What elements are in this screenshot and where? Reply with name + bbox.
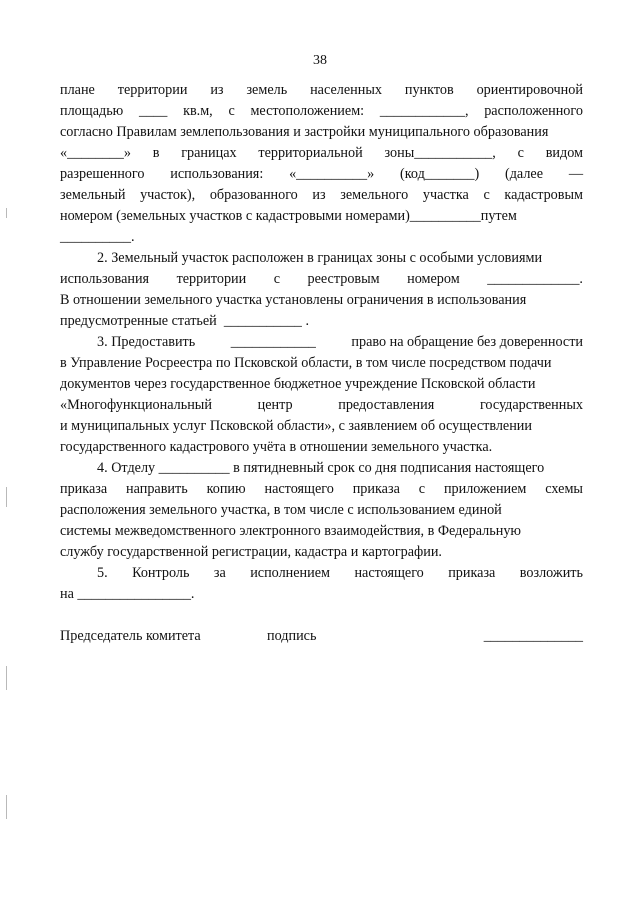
text-line <box>60 437 583 458</box>
text-word: схемы <box>545 481 583 497</box>
text-line <box>60 521 583 542</box>
text-word: земельного <box>340 187 409 203</box>
text-word: направить <box>126 481 188 497</box>
text-word: номером <box>407 271 460 287</box>
text-word: приказа <box>448 565 496 581</box>
text-line <box>60 206 583 227</box>
text-word: центр <box>257 397 293 413</box>
text-word: видом <box>545 145 583 161</box>
text-line <box>60 122 583 143</box>
text-word: копию <box>206 481 246 497</box>
text-word: плане <box>60 82 95 98</box>
text-line <box>60 584 583 605</box>
text-line <box>60 500 583 521</box>
text-line <box>60 416 583 437</box>
text-word: с <box>483 187 490 203</box>
text-word: государственных <box>479 397 583 413</box>
text-word: согласно Правилам землепользования и застройки муниципального образования <box>60 124 549 140</box>
text-line <box>60 395 583 416</box>
text-word: «__________» <box>289 166 375 182</box>
text-line <box>60 143 583 164</box>
text-word: 4. Отделу __________ в пятидневный срок со дня подписания настоящего <box>97 460 545 476</box>
text-word: — <box>568 166 583 182</box>
text-word: разрешенного <box>60 166 145 182</box>
text-word: приказа <box>352 481 400 497</box>
text-word: возложить <box>519 565 583 581</box>
text-word: приказа <box>60 481 108 497</box>
text-word: населенных <box>310 82 382 98</box>
text-word: на ________________. <box>60 586 195 602</box>
text-word: «________» <box>60 145 131 161</box>
text-word: границах <box>181 145 237 161</box>
signature-block <box>60 626 583 647</box>
page-number: 38 <box>313 53 327 68</box>
signature-label: подпись <box>267 628 317 644</box>
text-word: пунктов <box>404 82 454 98</box>
text-word: 3. Предоставить <box>97 334 196 350</box>
text-word: предоставления <box>338 397 435 413</box>
text-word: приложением <box>443 481 527 497</box>
text-word: 2. Земельный участок расположен в границах зоны с особыми условиями <box>97 250 543 266</box>
text-word: земель <box>246 82 288 98</box>
text-line <box>60 185 583 206</box>
text-line <box>60 479 583 500</box>
text-word: и муниципальных услуг Псковской области», с заявлением об осуществлении <box>60 418 532 434</box>
text-line <box>60 248 583 269</box>
text-word: ____________ <box>230 334 316 350</box>
text-word: _____________. <box>487 271 583 287</box>
text-word: из <box>312 187 326 203</box>
scan-edge-mark <box>6 487 7 507</box>
scan-edge-mark <box>6 795 7 819</box>
text-word: ____ <box>138 103 168 119</box>
scan-edge-mark <box>6 666 7 690</box>
text-word: настоящего <box>264 481 334 497</box>
text-word: территории <box>117 82 188 98</box>
text-word: предусмотренные статьей ___________ . <box>60 313 309 329</box>
text-line <box>60 269 583 290</box>
text-line <box>60 542 583 563</box>
text-word: (далее <box>504 166 544 182</box>
text-word: использования <box>60 271 150 287</box>
text-word: кв.м, <box>183 103 213 119</box>
text-word: в Управление Росреестра по Псковской области, в том числе посредством подачи <box>60 355 552 371</box>
text-line <box>60 353 583 374</box>
text-word: за <box>213 565 226 581</box>
text-word: системы межведомственного электронного взаимодействия, в Федеральную <box>60 523 522 539</box>
text-line <box>60 563 583 584</box>
text-word: Контроль <box>132 565 190 581</box>
text-word: государственного кадастрового учёта в отношении земельного участка. <box>60 439 493 455</box>
text-line <box>60 374 583 395</box>
text-line <box>60 164 583 185</box>
text-word: из <box>210 82 224 98</box>
text-word: исполнением <box>250 565 331 581</box>
text-word: (код_______) <box>399 166 480 182</box>
text-word: образованного <box>209 187 298 203</box>
text-word: зоны___________, <box>384 145 496 161</box>
text-word: настоящего <box>354 565 424 581</box>
text-word: номером (земельных участков с кадастровыми номерами)__________путем <box>60 208 517 224</box>
text-word: ____________, <box>379 103 469 119</box>
text-word: использования: <box>170 166 264 182</box>
text-word: территории <box>176 271 247 287</box>
scan-edge-mark <box>6 208 7 218</box>
text-word: площадью <box>60 103 124 119</box>
text-word: территориальной <box>258 145 363 161</box>
signature-title: Председатель комитета <box>60 628 201 644</box>
text-word: с <box>418 481 426 497</box>
text-word: кадастровым <box>504 187 583 203</box>
text-line <box>60 458 583 479</box>
text-word: участка <box>422 187 469 203</box>
text-word: В отношении земельного участка установлены ограничения в использования <box>60 292 527 308</box>
text-word: реестровым <box>307 271 380 287</box>
text-line <box>60 311 583 332</box>
text-word: службу государственной регистрации, кадастра и картографии. <box>60 544 442 560</box>
text-word: участок), <box>140 187 196 203</box>
text-line <box>60 290 583 311</box>
text-line <box>60 101 583 122</box>
text-line <box>60 332 583 353</box>
signature-line: ______________ <box>483 628 583 644</box>
document-body <box>60 80 583 605</box>
text-word: расположения земельного участка, в том числе с использованием единой <box>60 502 502 518</box>
text-word: в <box>152 145 160 161</box>
text-line <box>60 80 583 101</box>
text-word: с <box>517 145 524 161</box>
text-word: 5. <box>97 565 108 581</box>
text-word: ориентировочной <box>476 82 583 98</box>
text-word: __________. <box>60 229 135 245</box>
text-word: документов через государственное бюджетное учреждение Псковской области <box>60 376 536 392</box>
text-word: с <box>273 271 281 287</box>
text-line <box>60 227 583 248</box>
text-word: расположенного <box>484 103 583 119</box>
text-word: право на обращение без доверенности <box>351 334 583 350</box>
text-word: с <box>228 103 235 119</box>
text-word: «Многофункциональный <box>60 397 212 413</box>
text-word: местоположением: <box>250 103 365 119</box>
text-word: земельный <box>60 187 126 203</box>
